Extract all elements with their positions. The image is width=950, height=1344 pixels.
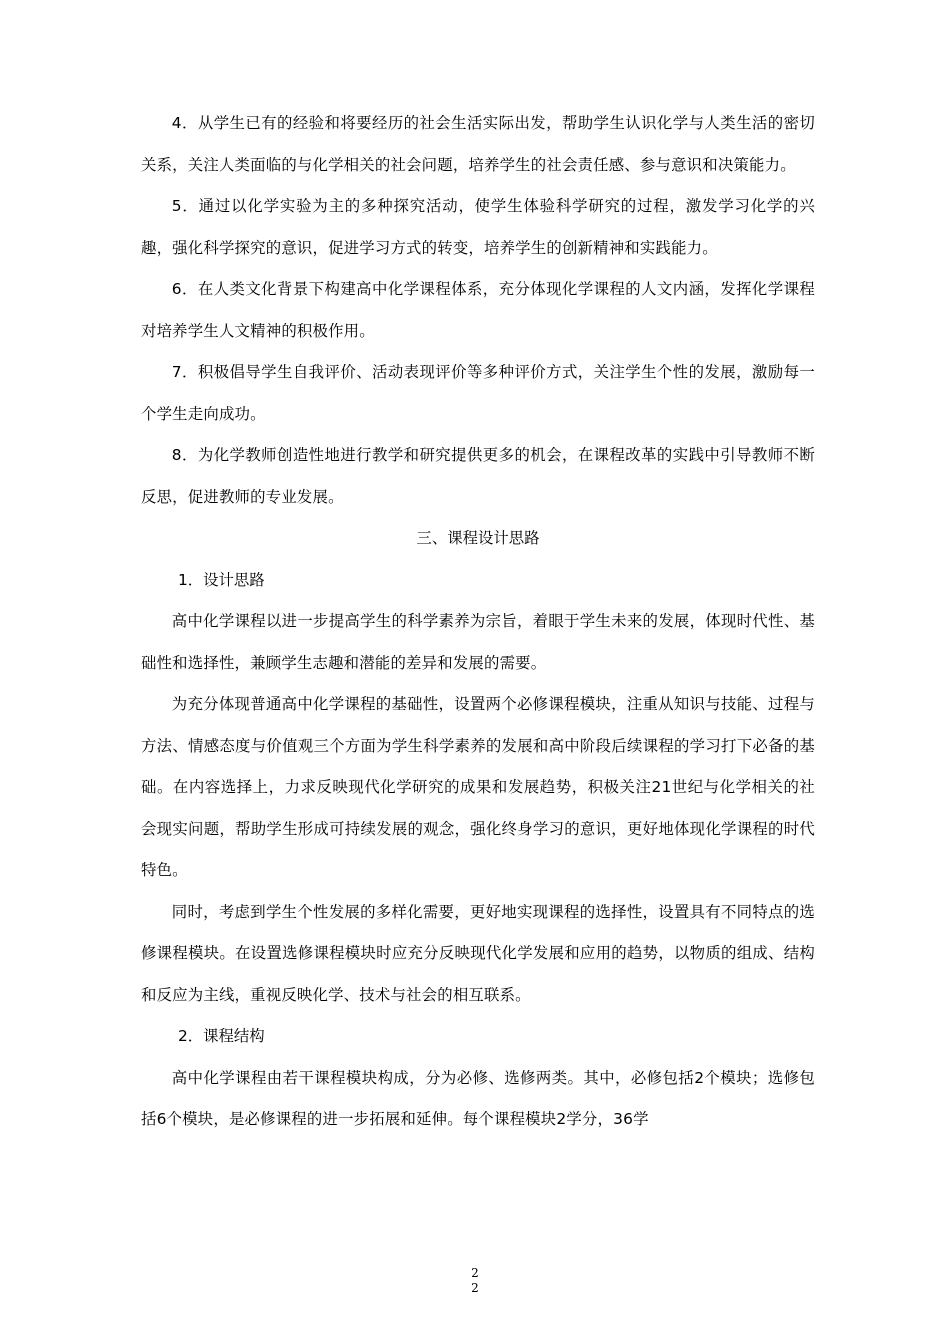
- paragraph-goal-5: 5．通过以化学实验为主的多种探究活动，使学生体验科学研究的过程，激发学习化学的兴趣，强化科学探究的意识，促进学习方式的转变，培养学生的创新精神和实践能力。: [141, 197, 815, 257]
- subheading-design-idea: 1．设计思路: [177, 570, 265, 589]
- paragraph-goal-4: 4．从学生已有的经验和将要经历的社会生活实际出发，帮助学生认识化学与人类生活的密切关系，关注人类面临的与化学相关的社会问题，培养学生的社会责任感、参与意识和决策能力。: [141, 114, 815, 174]
- paragraph-goal-6: 6．在人类文化背景下构建高中化学课程体系，充分体现化学课程的人文内涵，发挥化学课程对培养学生人文精神的积极作用。: [141, 280, 815, 340]
- paragraph-goal-8: 8．为化学教师创造性地进行教学和研究提供更多的机会，在课程改革的实践中引导教师不断反思，促进教师的专业发展。: [141, 446, 815, 506]
- document-body: [141, 103, 815, 1141]
- page-number: 2: [471, 1266, 479, 1280]
- paragraph-structure-1: 高中化学课程由若干课程模块构成，分为必修、选修两类。其中，必修包括2个模块；选修包括6个模块，是必修课程的进一步拓展和延伸。每个课程模块2学分，36学: [141, 1068, 815, 1128]
- section-heading: 三、课程设计思路: [416, 529, 540, 547]
- subheading-course-structure: 2．课程结构: [177, 1027, 265, 1045]
- paragraph-design-2: 为充分体现普通高中化学课程的基础性，设置两个必修课程模块，注重从知识与技能、过程与方法、情感态度与价值观三个方面为学生科学素养的发展和高中阶段后续课程的学习打下必备的基础。在内容选择上，力求反映现代化学研究的成果和发展趋势，积极关注21世纪与化学相关的社会现实问题，帮助学生形成可持续发展的观念，强化终身学习的意识，更好地体现化学课程的时代特色。: [141, 695, 815, 879]
- paragraph-design-1: 高中化学课程以进一步提高学生的科学素养为宗旨，着眼于学生未来的发展，体现时代性、基础性和选择性，兼顾学生志趣和潜能的差异和发展的需要。: [141, 612, 815, 672]
- paragraph-goal-7: 7．积极倡导学生自我评价、活动表现评价等多种评价方式，关注学生个性的发展，激励每一个学生走向成功。: [141, 363, 815, 423]
- paragraph-design-3: 同时，考虑到学生个性发展的多样化需要，更好地实现课程的选择性，设置具有不同特点的选修课程模块。在设置选修课程模块时应充分反映现代化学发展和应用的趋势，以物质的组成、结构和反应为主线，重视反映化学、技术与社会的相互联系。: [141, 902, 815, 1004]
- page-number-duplicate: 2: [471, 1281, 479, 1295]
